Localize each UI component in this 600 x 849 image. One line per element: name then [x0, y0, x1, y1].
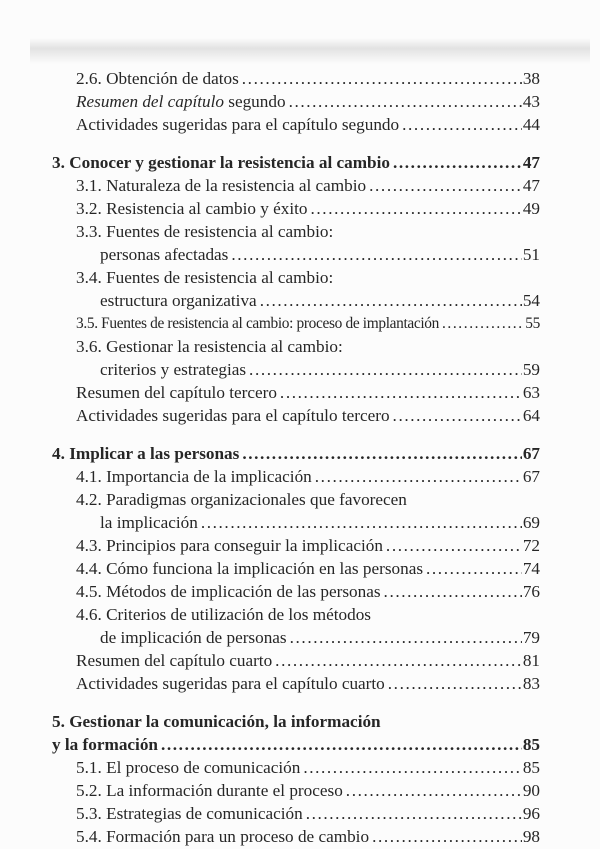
toc-entry-text: 2.6. Obtención de datos: [76, 69, 239, 88]
dot-leader: [280, 381, 522, 404]
toc-entry-title: [52, 442, 239, 465]
toc-entry: [0, 174, 600, 197]
toc-entry: [0, 626, 600, 649]
page-number: 79: [522, 628, 540, 647]
toc-entry-title: [76, 381, 277, 404]
toc-entry-title: [100, 358, 246, 381]
toc-entry-text: 4.2. Paradigmas organizacionales que favorecen: [76, 490, 407, 509]
toc-entry-title: [76, 488, 407, 511]
toc-entry-text: Actividades sugeridas para el capítulo segundo: [76, 115, 400, 134]
toc-entry: [0, 465, 600, 488]
toc-entry-title: [76, 174, 366, 197]
dot-leader: [161, 733, 522, 756]
page-number: 67: [522, 467, 540, 486]
page-number: 69: [522, 513, 540, 532]
toc-entry-text: de implicación de personas: [100, 628, 287, 647]
table-of-contents: [0, 67, 600, 848]
toc-entry-title: [76, 197, 308, 220]
toc-entry-text: 4.5. Métodos de implicación de las personas: [76, 582, 381, 601]
toc-entry-title: [76, 404, 390, 427]
page-number: 47: [522, 176, 540, 195]
toc-entry-title: [76, 67, 239, 90]
dot-leader: [303, 756, 521, 779]
toc-entry: [0, 511, 600, 534]
toc-entry-title: [100, 289, 257, 312]
page-number: 76: [522, 582, 540, 601]
dot-leader: [289, 90, 522, 113]
toc-entry: [0, 672, 600, 695]
dot-leader: [346, 779, 522, 802]
toc-entry-text: 5. Gestionar la comunicación, la información: [52, 712, 381, 731]
toc-entry-text: 3.6. Gestionar la resistencia al cambio:: [76, 337, 343, 356]
toc-entry-title: [52, 710, 381, 733]
toc-entry-title: [76, 534, 383, 557]
toc-entry-text: 4.1. Importancia de la implicación: [76, 467, 312, 486]
toc-entry-title: [76, 603, 371, 626]
toc-entry-title: [76, 90, 286, 113]
toc-entry-text: Resumen del capítulo cuarto: [76, 651, 273, 670]
toc-entry: [0, 67, 600, 90]
toc-entry-title: [76, 465, 312, 488]
toc-entry: [0, 404, 600, 427]
dot-leader: [388, 672, 522, 695]
toc-entry-text: 3.4. Fuentes de resistencia al cambio:: [76, 268, 334, 287]
dot-leader: [290, 626, 522, 649]
toc-entry: [0, 649, 600, 672]
toc-entry: [0, 580, 600, 603]
toc-entry: [0, 825, 600, 848]
toc-entry-text: 4. Implicar a las personas: [52, 444, 240, 463]
page-number: 96: [522, 804, 540, 823]
page-number: 38: [522, 69, 540, 88]
page-number: 43: [522, 92, 540, 111]
dot-leader: [311, 197, 522, 220]
dot-leader: [369, 174, 522, 197]
dot-leader: [275, 649, 522, 672]
toc-entry-title: [76, 779, 343, 802]
toc-entry-title-italic: Resumen del capítulo: [76, 92, 224, 111]
page-number: 51: [522, 245, 540, 264]
toc-entry-text: 3.5. Fuentes de resistencia al cambio: proceso de implantación: [76, 315, 439, 332]
dot-leader: [386, 534, 522, 557]
dot-leader: [384, 580, 522, 603]
page-number: 85: [522, 735, 540, 754]
toc-entry: [0, 488, 600, 511]
page-number: 63: [522, 383, 540, 402]
toc-entry: [0, 381, 600, 404]
toc-entry-title: [76, 557, 423, 580]
toc-chapter-entry: [0, 442, 600, 465]
page-number: 85: [522, 758, 540, 777]
toc-entry: [0, 603, 600, 626]
toc-entry-text: Resumen del capítulo tercero: [76, 383, 277, 402]
toc-entry: [0, 557, 600, 580]
page-number: 83: [522, 674, 540, 693]
toc-entry: [0, 243, 600, 266]
toc-entry-text: 5.4. Formación para un proceso de cambio: [76, 827, 370, 846]
page-number: 44: [522, 115, 540, 134]
toc-entry-text: 4.4. Cómo funciona la implicación en las personas: [76, 559, 424, 578]
dot-leader: [242, 442, 521, 465]
page-number: 64: [522, 406, 540, 425]
dot-leader: [201, 511, 522, 534]
toc-entry-text: 3.2. Resistencia al cambio y éxito: [76, 199, 308, 218]
toc-entry-text: 5.1. El proceso de comunicación: [76, 758, 301, 777]
toc-entry-text: 3. Conocer y gestionar la resistencia al cambio: [52, 153, 390, 172]
toc-entry-title: [76, 335, 343, 358]
dot-leader: [315, 465, 522, 488]
dot-leader: [393, 151, 522, 174]
toc-entry-title: [100, 511, 198, 534]
dot-leader: [260, 289, 522, 312]
dot-leader: [402, 113, 522, 136]
dot-leader: [242, 67, 522, 90]
toc-entry-text: Actividades sugeridas para el capítulo cuarto: [76, 674, 385, 693]
toc-entry-title: [76, 756, 300, 779]
toc-entry-title: [76, 312, 439, 335]
toc-entry: [0, 220, 600, 243]
toc-entry-text: 3.3. Fuentes de resistencia al cambio:: [76, 222, 334, 241]
toc-entry-text: estructura organizativa: [100, 291, 257, 310]
toc-entry-title: [52, 733, 158, 756]
toc-entry-title: [76, 649, 272, 672]
toc-entry-title: [76, 220, 333, 243]
page-number: 72: [522, 536, 540, 555]
toc-entry-text: Actividades sugeridas para el capítulo tercero: [76, 406, 390, 425]
toc-entry-title: [76, 580, 381, 603]
page-number: 81: [522, 651, 540, 670]
page-number: 49: [522, 199, 540, 218]
toc-entry: [0, 312, 600, 335]
toc-chapter-entry: [0, 151, 600, 174]
scan-smudge: [30, 38, 590, 64]
toc-entry: [0, 802, 600, 825]
toc-entry-title: [76, 113, 399, 136]
toc-entry-text: segundo: [223, 92, 286, 111]
page-number: 54: [522, 291, 540, 310]
toc-chapter-entry: [0, 710, 600, 733]
toc-entry: [0, 335, 600, 358]
toc-entry: [0, 113, 600, 136]
toc-entry: [0, 756, 600, 779]
dot-leader: [372, 825, 522, 848]
page-number: 47: [522, 153, 540, 172]
toc-entry-text: 5.2. La información durante el proceso: [76, 781, 343, 800]
toc-entry: [0, 358, 600, 381]
toc-chapter-entry: [0, 733, 600, 756]
toc-entry-text: 3.1. Naturaleza de la resistencia al cambio: [76, 176, 367, 195]
dot-leader: [393, 404, 522, 427]
dot-leader: [231, 243, 521, 266]
dot-leader: [249, 358, 522, 381]
toc-entry: [0, 266, 600, 289]
page-number: 74: [522, 559, 540, 578]
page-number: 55: [525, 315, 540, 332]
toc-entry: [0, 90, 600, 113]
toc-entry-text: criterios y estrategias: [100, 360, 247, 379]
toc-entry-title: [76, 266, 333, 289]
page-number: 67: [522, 444, 540, 463]
toc-entry-title: [76, 825, 369, 848]
toc-entry-text: personas afectadas: [100, 245, 229, 264]
toc-entry-text: 4.3. Principios para conseguir la implicación: [76, 536, 383, 555]
page-number: 59: [522, 360, 540, 379]
toc-entry-title: [52, 151, 390, 174]
dot-leader: [306, 802, 522, 825]
toc-entry-title: [76, 672, 385, 695]
page-number: 90: [522, 781, 540, 800]
toc-entry: [0, 779, 600, 802]
toc-entry: [0, 534, 600, 557]
toc-entry: [0, 289, 600, 312]
dot-leader: [442, 312, 524, 335]
dot-leader: [426, 557, 522, 580]
toc-entry-text: y la formación: [52, 735, 158, 754]
toc-entry: [0, 197, 600, 220]
toc-entry-text: la implicación: [100, 513, 198, 532]
toc-entry-text: 4.6. Criterios de utilización de los métodos: [76, 605, 371, 624]
toc-entry-title: [100, 626, 287, 649]
toc-entry-title: [76, 802, 303, 825]
toc-entry-text: 5.3. Estrategias de comunicación: [76, 804, 303, 823]
page-number: 98: [522, 827, 540, 846]
toc-entry-title: [100, 243, 228, 266]
